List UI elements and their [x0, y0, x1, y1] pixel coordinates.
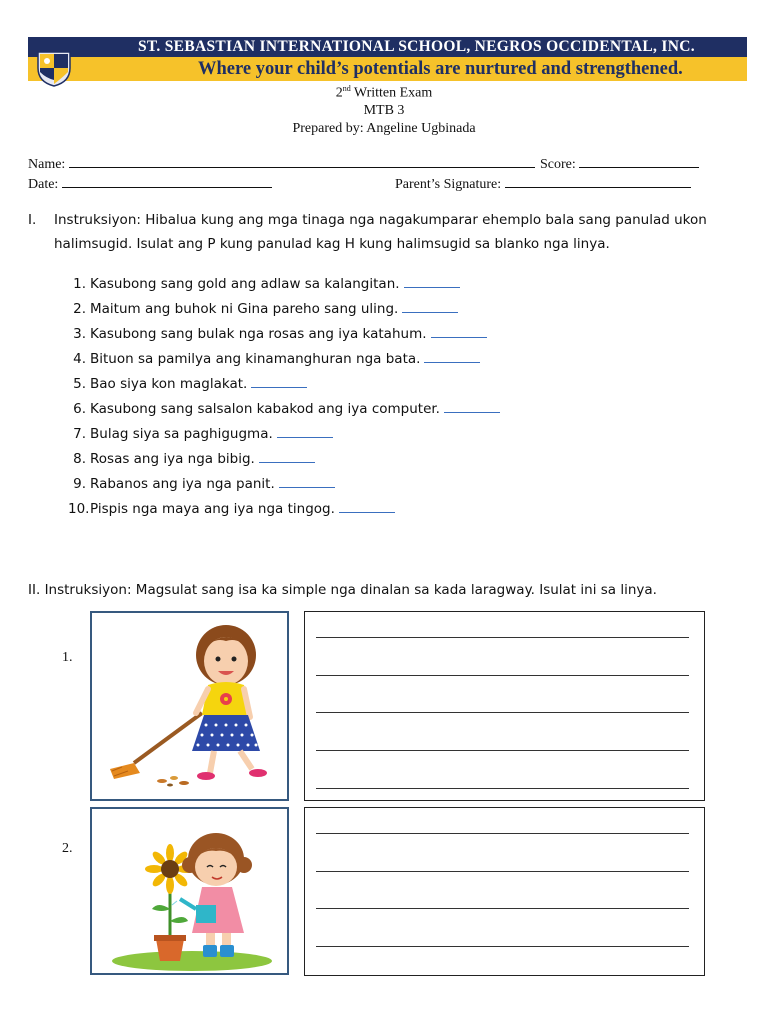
tagline: Where your child’s potentials are nurtured and strengthened. — [198, 59, 683, 79]
school-logo — [34, 40, 74, 88]
exam-subject: MTB 3 — [363, 103, 405, 118]
writing-line[interactable] — [316, 946, 689, 947]
part1-numeral: I. — [28, 212, 37, 228]
part1-label: Instruksiyon: — [54, 212, 141, 228]
signature-row — [395, 175, 691, 193]
part1-instructions — [28, 208, 746, 256]
answer-blank[interactable] — [277, 423, 333, 438]
writing-line[interactable] — [316, 712, 689, 713]
score-field[interactable] — [579, 155, 699, 168]
answer-blank[interactable] — [424, 348, 480, 363]
part1-items — [68, 272, 500, 522]
list-item: 8. Rosas ang iya nga bibig. — [68, 447, 500, 472]
prepared-by: Prepared by: Angeline Ugbinada — [292, 121, 476, 136]
part2-label: Instruksiyon: — [44, 582, 132, 598]
girl-sweeping-picture — [90, 611, 289, 801]
answer-blank[interactable] — [402, 298, 458, 313]
list-item: 2. Maitum ang buhok ni Gina pareho sang uling. — [68, 297, 500, 322]
picture-number-1: 1. — [62, 650, 73, 665]
signature-label: Parent’s Signature: — [395, 177, 502, 192]
answer-blank[interactable] — [444, 398, 500, 413]
date-field[interactable] — [62, 175, 272, 188]
part2-numeral: II. — [28, 582, 41, 598]
answer-blank[interactable] — [431, 323, 487, 338]
answer-blank[interactable] — [404, 273, 460, 288]
list-item: 5. Bao siya kon maglakat. — [68, 372, 500, 397]
answer-blank[interactable] — [279, 473, 335, 488]
part2-instructions — [28, 578, 746, 602]
name-field[interactable] — [69, 155, 535, 168]
answer-lines-1[interactable] — [304, 611, 705, 801]
part1-text-line2: halimsugid. Isulat ang P kung panulad kag H kung halimsugid sa blanko nga linya. — [54, 236, 610, 252]
writing-line[interactable] — [316, 637, 689, 638]
tagline-banner — [28, 57, 747, 81]
score-row — [540, 155, 699, 173]
exam-title: 2nd Written Exam — [335, 84, 433, 101]
list-item: 7. Bulag siya sa paghigugma. — [68, 422, 500, 447]
name-label: Name: — [28, 157, 66, 172]
school-name-banner — [28, 37, 747, 57]
score-label: Score: — [540, 157, 576, 172]
date-row — [28, 175, 272, 193]
writing-line[interactable] — [316, 788, 689, 789]
school-name: ST. SEBASTIAN INTERNATIONAL SCHOOL, NEGROS OCCIDENTAL, INC. — [138, 38, 695, 55]
part2-text: Magsulat sang isa ka simple nga dinalan sa kada laragway. Isulat ini sa linya. — [131, 582, 657, 598]
answer-lines-2[interactable] — [304, 807, 705, 976]
writing-line[interactable] — [316, 908, 689, 909]
picture-number-2: 2. — [62, 841, 73, 856]
list-item: 9. Rabanos ang iya nga panit. — [68, 472, 500, 497]
writing-line[interactable] — [316, 750, 689, 751]
part1-text-line1: Hibalua kung ang mga tinaga nga nagakumparar ehemplo bala sang panulad ukon — [140, 212, 707, 228]
answer-blank[interactable] — [259, 448, 315, 463]
answer-blank[interactable] — [339, 498, 395, 513]
list-item: 3. Kasubong sang bulak nga rosas ang iya katahum. — [68, 322, 500, 347]
writing-line[interactable] — [316, 871, 689, 872]
writing-line[interactable] — [316, 833, 689, 834]
list-item: 4. Bituon sa pamilya ang kinamanghuran nga bata. — [68, 347, 500, 372]
name-row — [28, 155, 535, 173]
answer-blank[interactable] — [251, 373, 307, 388]
date-label: Date: — [28, 177, 59, 192]
girl-watering-picture — [90, 807, 289, 975]
list-item: 10.Pispis nga maya ang iya nga tingog. — [68, 497, 500, 522]
signature-field[interactable] — [505, 175, 691, 188]
list-item: 1. Kasubong sang gold ang adlaw sa kalangitan. — [68, 272, 500, 297]
list-item: 6. Kasubong sang salsalon kabakod ang iya computer. — [68, 397, 500, 422]
writing-line[interactable] — [316, 675, 689, 676]
